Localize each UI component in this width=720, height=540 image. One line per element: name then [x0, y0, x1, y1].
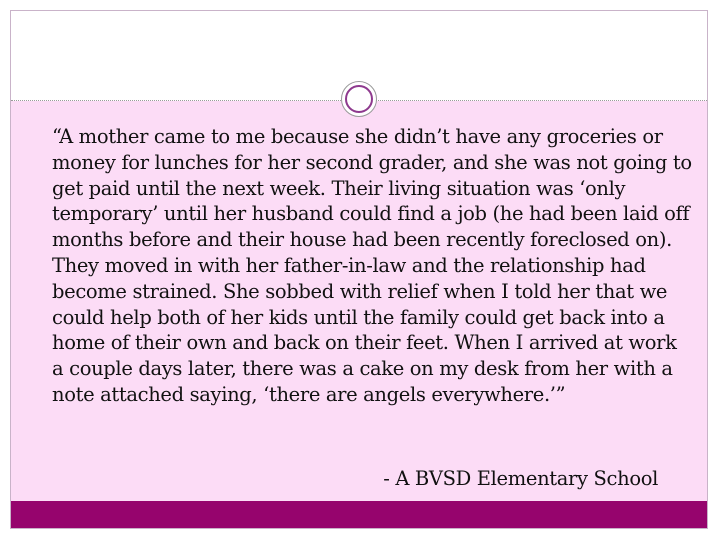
circle-ornament-icon	[341, 81, 377, 117]
bottom-accent-bar	[11, 501, 707, 528]
attribution-text: - A BVSD Elementary School	[383, 467, 658, 490]
quote-text: “A mother came to me because she didn’t have any groceries or money for lunches for her second grader, and she was not going to get paid until the next week. Their living situation was ‘only temporary’ until her husband could find a job (he had been laid off months before and their house had been recently foreclosed on). They moved in with her father-in-law and the relationship had become strained. She sobbed with relief when I told her that we could help both of her kids until the family could get back into a home of their own and back on their feet. When I arrived at work a couple days later, there was a cake on my desk from her with a note attached saying, ‘there are angels everywhere.’”	[52, 125, 692, 406]
